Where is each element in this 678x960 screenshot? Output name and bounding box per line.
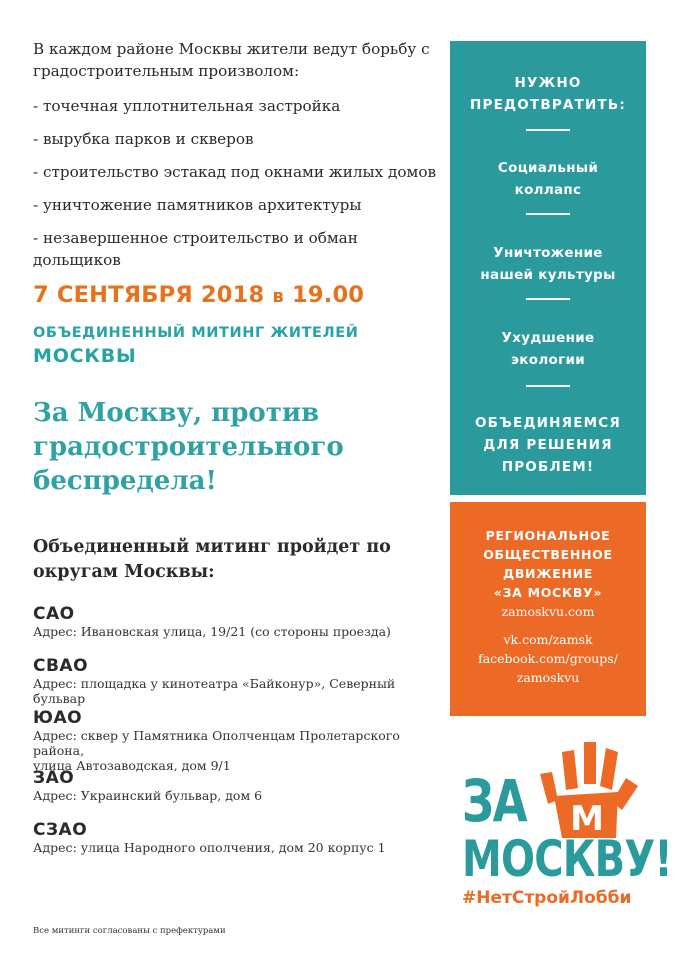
event-time: 19.00 — [291, 282, 365, 308]
district-yuao — [33, 708, 443, 773]
prevent-item-line: Социальный — [497, 160, 599, 176]
places-heading-line-1: Объединенный митинг пройдет по — [33, 537, 391, 557]
district-code: ЗАО — [33, 768, 75, 788]
prevent-item-1 — [450, 157, 646, 201]
divider — [526, 298, 570, 300]
prevent-item-3 — [450, 327, 646, 371]
prevent-item-line: экологии — [511, 352, 585, 368]
slogan-line-3: беспредела! — [33, 466, 217, 496]
prevent-title-line-2: ПРЕДОТВРАТИТЬ: — [470, 97, 626, 113]
district-code: ЮАО — [33, 708, 83, 728]
list-item: - вырубка парков и скверов — [33, 130, 254, 148]
prevent-item-line: Ухудшение — [501, 330, 595, 346]
intro-line-2: градостроительным произволом: — [33, 62, 300, 80]
district-address: Адрес: улица Народного ополчения, дом 20 корпус 1 — [33, 840, 386, 855]
district-code: СВАО — [33, 656, 89, 676]
list-item: - уничтожение памятников архитектуры — [33, 196, 362, 214]
facebook-link[interactable] — [450, 649, 646, 687]
district-code: СЗАО — [33, 820, 88, 840]
website-link[interactable]: zamoskvu.com — [501, 604, 595, 619]
organization-name — [450, 526, 646, 602]
organization-panel — [450, 502, 646, 716]
rally-title — [33, 322, 433, 368]
list-item: - точечная уплотнительная застройка — [33, 97, 341, 115]
rally-title-line-2: МОСКВЫ — [33, 345, 137, 367]
district-sao — [33, 604, 443, 656]
prevent-title-line-1: НУЖНО — [514, 75, 582, 91]
places-heading — [33, 535, 433, 585]
district-address: Адрес: площадка у кинотеатра «Байконур», Северный бульвар — [33, 676, 396, 706]
facebook-link-line-2: zamoskvu — [516, 670, 580, 685]
prevent-item-line: нашей культуры — [480, 267, 616, 283]
intro-text — [33, 38, 433, 82]
footnote: Все митинги согласованы с префектурами — [33, 926, 226, 936]
district-szao — [33, 820, 443, 872]
list-item: - незавершенное строительство и обман дольщиков — [33, 229, 358, 269]
places-heading-line-2: округам Москвы: — [33, 562, 215, 582]
unite-call — [450, 412, 646, 478]
logo-word-za: ЗА — [462, 767, 527, 835]
problem-list — [33, 95, 443, 269]
prevent-title — [450, 72, 646, 116]
vk-link[interactable]: vk.com/zamsk — [503, 632, 593, 647]
facebook-link-line-1: facebook.com/groups/ — [478, 651, 618, 666]
divider — [526, 213, 570, 215]
za-moskvu-logo — [458, 738, 672, 918]
district-code: САО — [33, 604, 75, 624]
unite-call-line: ОБЪЕДИНЯЕМСЯ — [474, 415, 622, 431]
organization-name-line: ДВИЖЕНИЕ — [502, 566, 594, 581]
district-svao — [33, 656, 443, 708]
prevent-item-2 — [450, 242, 646, 286]
hand-logo-icon — [532, 738, 642, 838]
slogan-line-1: За Москву, против — [33, 398, 320, 428]
district-list — [33, 604, 443, 872]
intro-line-1: В каждом районе Москвы жители ведут борьбу с — [33, 40, 430, 58]
prevent-item-line: Уничтожение — [493, 245, 603, 261]
hand-letter: М — [570, 799, 604, 838]
rally-title-line-1: ОБЪЕДИНЕННЫЙ МИТИНГ ЖИТЕЛЕЙ — [33, 325, 359, 341]
organization-name-line: РЕГИОНАЛЬНОЕ — [485, 528, 611, 543]
slogan-line-2: градостроительного — [33, 432, 344, 462]
prevent-panel — [450, 41, 646, 495]
logo-word-moskvu: МОСКВУ! — [462, 830, 672, 888]
organization-name-line: «ЗА МОСКВУ» — [493, 585, 603, 600]
list-item: - строительство эстакад под окнами жилых домов — [33, 163, 437, 181]
district-address: Адрес: сквер у Памятника Ополченцам Пролетарского района, — [33, 728, 400, 758]
prevent-item-line: коллапс — [514, 182, 582, 198]
event-date-day: 7 СЕНТЯБРЯ 2018 — [33, 282, 265, 308]
district-address: Адрес: Украинский бульвар, дом 6 — [33, 788, 263, 803]
district-address: Адрес: Ивановская улица, 19/21 (со стороны проезда) — [33, 624, 391, 639]
event-date — [33, 282, 364, 308]
hashtag: #НетСтройЛобби — [462, 888, 632, 908]
divider — [526, 129, 570, 131]
organization-name-line: ОБЩЕСТВЕННОЕ — [483, 547, 613, 562]
district-zao — [33, 768, 443, 820]
unite-call-line: ПРОБЛЕМ! — [501, 459, 595, 475]
unite-call-line: ДЛЯ РЕШЕНИЯ — [483, 437, 613, 453]
divider — [526, 385, 570, 387]
district-address-cont: улица Автозаводская, дом 9/1 — [33, 758, 231, 773]
event-time-prefix: в — [272, 286, 284, 307]
slogan — [33, 396, 433, 498]
